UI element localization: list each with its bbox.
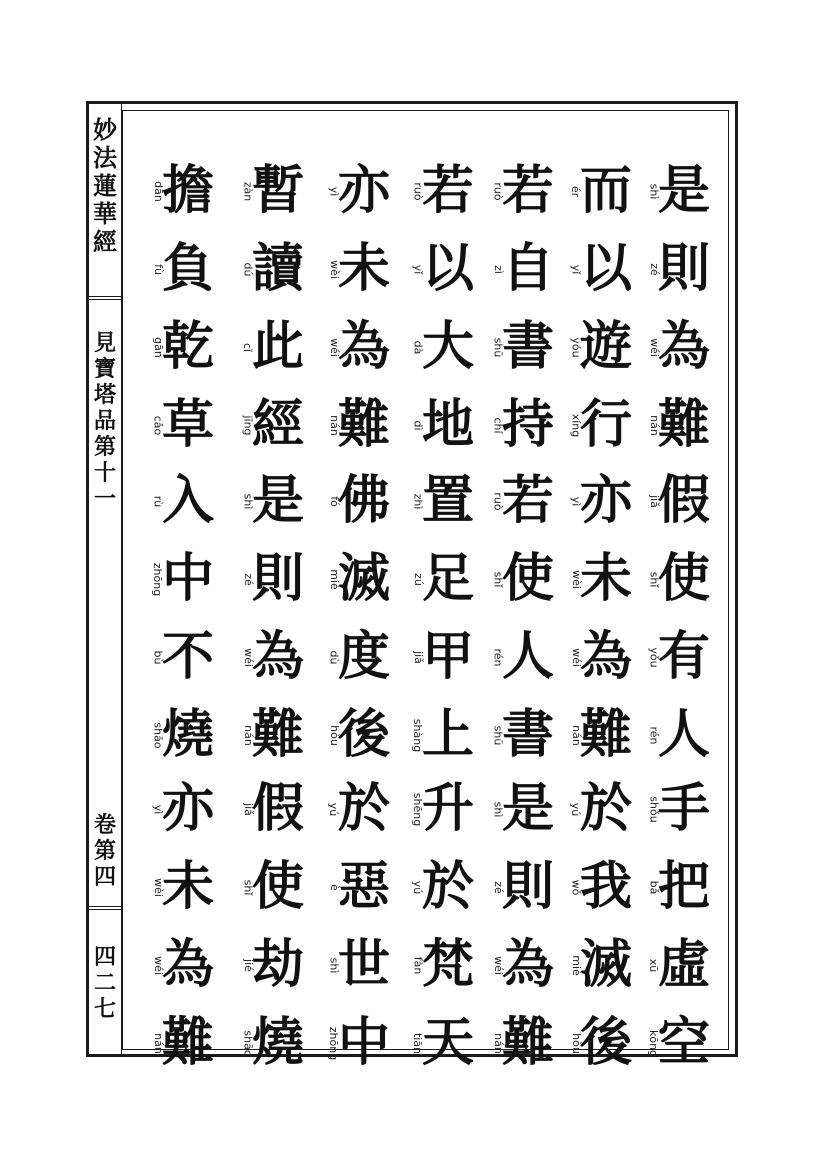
pinyin-text: shāo — [151, 721, 165, 749]
hanzi-character: 後 — [580, 1012, 633, 1073]
character-cell — [241, 540, 305, 617]
pinyin-text: yǐ — [569, 264, 583, 274]
pinyin-text: ruò — [411, 181, 425, 201]
hanzi-character: 地 — [422, 394, 475, 455]
hanzi-character: 行 — [580, 394, 633, 455]
character-cell — [151, 618, 215, 695]
character-cell — [241, 618, 305, 695]
pinyin-text: fàn — [411, 956, 425, 974]
pinyin-text: nán — [327, 414, 341, 436]
chapter-char: 寶 — [93, 356, 116, 382]
hanzi-character: 是 — [252, 470, 305, 531]
character-cell — [151, 926, 215, 1003]
pinyin-text: dì — [411, 419, 425, 431]
hanzi-character: 若 — [422, 160, 475, 221]
character-cell — [647, 386, 711, 463]
character-cell — [491, 848, 555, 925]
character-cell — [327, 540, 391, 617]
pinyin-text: rén — [491, 647, 505, 667]
hanzi-character: 亦 — [338, 160, 391, 221]
character-cell — [491, 618, 555, 695]
pinyin-text: xū — [647, 958, 661, 972]
hanzi-character: 則 — [658, 238, 711, 299]
character-cell — [491, 926, 555, 1003]
pinyin-text: wèi — [327, 259, 341, 279]
character-cell — [647, 618, 711, 695]
pinyin-text: zé — [647, 262, 661, 276]
hanzi-character: 此 — [252, 316, 305, 377]
pinyin-text: wéi — [241, 647, 255, 667]
pinyin-text: kōng — [647, 1029, 661, 1057]
hanzi-character: 若 — [502, 160, 555, 221]
pinyin-text: miè — [327, 568, 341, 590]
hanzi-character: 假 — [252, 778, 305, 839]
hanzi-character: 於 — [338, 778, 391, 839]
hanzi-character: 為 — [252, 626, 305, 687]
pinyin-text: shì — [241, 493, 255, 509]
pinyin-text: yì — [151, 804, 165, 814]
hanzi-character: 惡 — [338, 856, 391, 917]
title-char: 華 — [93, 199, 117, 228]
pinyin-text: rén — [647, 725, 661, 745]
pinyin-text: nán — [569, 724, 583, 746]
character-cell — [569, 926, 633, 1003]
character-cell — [327, 618, 391, 695]
hanzi-character: 燒 — [162, 704, 215, 765]
hanzi-character: 有 — [658, 626, 711, 687]
pinyin-text: zì — [491, 264, 505, 274]
pinyin-text: jīng — [241, 414, 255, 436]
character-cell — [241, 770, 305, 847]
character-cell — [569, 848, 633, 925]
character-cell — [491, 152, 555, 229]
page-number-char: 七 — [93, 996, 116, 1022]
volume-label — [89, 812, 121, 890]
hanzi-character: 大 — [422, 316, 475, 377]
hanzi-character: 亦 — [580, 470, 633, 531]
character-cell — [327, 848, 391, 925]
hanzi-character: 乾 — [162, 316, 215, 377]
character-cell — [411, 152, 475, 229]
hanzi-character: 使 — [502, 548, 555, 609]
character-cell — [327, 1004, 391, 1081]
hanzi-character: 未 — [338, 238, 391, 299]
hanzi-character: 負 — [162, 238, 215, 299]
pinyin-text: yǐ — [411, 264, 425, 274]
pinyin-text: bǎ — [647, 880, 661, 894]
pinyin-text: zhōng — [327, 1026, 341, 1060]
pinyin-text: nán — [491, 1032, 505, 1054]
hanzi-character: 書 — [502, 316, 555, 377]
pinyin-text: jiǎ — [411, 650, 425, 664]
pinyin-text: tiān — [411, 1032, 425, 1054]
hanzi-character: 甲 — [422, 626, 475, 687]
pinyin-text: wéi — [151, 955, 165, 975]
title-char: 妙 — [93, 115, 117, 144]
character-cell — [241, 848, 305, 925]
pinyin-text: wǒ — [569, 879, 583, 895]
hanzi-character: 燒 — [252, 1012, 305, 1073]
pinyin-text: cǎo — [151, 415, 165, 435]
character-cell — [327, 462, 391, 539]
pinyin-text: jié — [241, 958, 255, 972]
chapter-char: 第 — [93, 434, 116, 460]
hanzi-character: 而 — [580, 160, 633, 221]
character-cell — [647, 926, 711, 1003]
volume-char: 四 — [93, 864, 116, 890]
hanzi-character: 暫 — [252, 160, 305, 221]
pinyin-text: shū — [491, 337, 505, 357]
hanzi-character: 滅 — [338, 548, 391, 609]
sidebar-divider-top — [89, 296, 121, 300]
pinyin-text: shǐ — [241, 879, 255, 895]
character-cell — [647, 848, 711, 925]
hanzi-character: 難 — [658, 394, 711, 455]
pinyin-text: dà — [411, 340, 425, 354]
pinyin-text: nán — [241, 724, 255, 746]
hanzi-character: 遊 — [580, 316, 633, 377]
hanzi-character: 上 — [422, 704, 475, 765]
pinyin-text: gān — [151, 336, 165, 358]
hanzi-character: 於 — [580, 778, 633, 839]
character-cell — [569, 696, 633, 773]
hanzi-character: 劫 — [252, 934, 305, 995]
pinyin-text: fù — [151, 263, 165, 275]
hanzi-character: 佛 — [338, 470, 391, 531]
character-cell — [241, 230, 305, 307]
character-cell — [327, 308, 391, 385]
hanzi-character: 擔 — [162, 160, 215, 221]
pinyin-text: miè — [569, 954, 583, 976]
character-cell — [411, 1004, 475, 1081]
character-cell — [411, 386, 475, 463]
pinyin-text: shì — [647, 183, 661, 199]
character-cell — [491, 386, 555, 463]
character-cell — [569, 770, 633, 847]
pinyin-text: cǐ — [241, 342, 255, 352]
pinyin-text: zhōng — [151, 562, 165, 596]
pinyin-text: zhì — [411, 493, 425, 509]
character-cell — [151, 696, 215, 773]
hanzi-character: 人 — [658, 704, 711, 765]
character-cell — [569, 462, 633, 539]
character-cell — [151, 308, 215, 385]
character-cell — [491, 540, 555, 617]
character-cell — [241, 462, 305, 539]
character-cell — [491, 308, 555, 385]
hanzi-character: 中 — [162, 548, 215, 609]
pinyin-text: è — [327, 883, 341, 891]
hanzi-character: 亦 — [162, 778, 215, 839]
hanzi-character: 為 — [580, 626, 633, 687]
hanzi-character: 梵 — [422, 934, 475, 995]
hanzi-character: 難 — [580, 704, 633, 765]
character-cell — [491, 462, 555, 539]
hanzi-character: 是 — [658, 160, 711, 221]
pinyin-text: wéi — [647, 337, 661, 357]
pinyin-text: shì — [491, 801, 505, 817]
hanzi-character: 中 — [338, 1012, 391, 1073]
pinyin-text: ruò — [491, 181, 505, 201]
hanzi-character: 我 — [580, 856, 633, 917]
pinyin-text: hòu — [569, 1032, 583, 1054]
character-cell — [569, 152, 633, 229]
hanzi-character: 難 — [502, 1012, 555, 1073]
hanzi-character: 後 — [338, 704, 391, 765]
character-cell — [569, 540, 633, 617]
hanzi-character: 以 — [580, 238, 633, 299]
hanzi-character: 不 — [162, 626, 215, 687]
hanzi-character: 天 — [422, 1012, 475, 1073]
sutra-title — [89, 116, 121, 256]
volume-char: 卷 — [93, 812, 116, 838]
pinyin-text: shǐ — [491, 571, 505, 587]
character-cell — [241, 926, 305, 1003]
character-cell — [327, 152, 391, 229]
character-cell — [569, 618, 633, 695]
character-cell — [569, 386, 633, 463]
character-cell — [241, 1004, 305, 1081]
character-cell — [411, 926, 475, 1003]
character-cell — [327, 770, 391, 847]
hanzi-character: 持 — [502, 394, 555, 455]
hanzi-character: 是 — [502, 778, 555, 839]
pinyin-text: xíng — [569, 413, 583, 437]
pinyin-text: wéi — [327, 337, 341, 357]
pinyin-text: wèi — [569, 569, 583, 589]
pinyin-text: ér — [569, 185, 583, 197]
character-cell — [647, 696, 711, 773]
character-cell — [151, 848, 215, 925]
character-cell — [411, 462, 475, 539]
hanzi-character: 升 — [422, 778, 475, 839]
character-cell — [241, 152, 305, 229]
page-number — [89, 944, 121, 1022]
hanzi-character: 空 — [658, 1012, 711, 1073]
character-cell — [411, 540, 475, 617]
pinyin-text: wèi — [151, 877, 165, 897]
sidebar-divider-bottom — [89, 906, 121, 910]
pinyin-text: yú — [569, 802, 583, 816]
character-cell — [327, 926, 391, 1003]
hanzi-character: 於 — [422, 856, 475, 917]
chapter-char: 見 — [93, 330, 116, 356]
hanzi-character: 滅 — [580, 934, 633, 995]
hanzi-character: 讀 — [252, 238, 305, 299]
pinyin-text: yú — [411, 880, 425, 894]
hanzi-character: 以 — [422, 238, 475, 299]
chapter-title — [89, 330, 121, 512]
hanzi-character: 世 — [338, 934, 391, 995]
pinyin-text: zàn — [241, 181, 255, 201]
hanzi-character: 則 — [502, 856, 555, 917]
hanzi-character: 難 — [338, 394, 391, 455]
volume-char: 第 — [93, 838, 116, 864]
page-number-char: 二 — [93, 970, 116, 996]
character-cell — [647, 230, 711, 307]
pinyin-text: zé — [241, 572, 255, 586]
character-cell — [647, 1004, 711, 1081]
character-cell — [411, 696, 475, 773]
character-cell — [411, 848, 475, 925]
hanzi-character: 自 — [502, 238, 555, 299]
hanzi-character: 難 — [162, 1012, 215, 1073]
pinyin-text: nán — [647, 414, 661, 436]
pinyin-text: yì — [569, 496, 583, 506]
hanzi-character: 為 — [162, 934, 215, 995]
pinyin-text: shēng — [411, 792, 425, 826]
pinyin-text: hòu — [327, 724, 341, 746]
character-cell — [491, 1004, 555, 1081]
chapter-char: 十 — [93, 460, 116, 486]
pinyin-text: shì — [327, 957, 341, 973]
character-cell — [327, 386, 391, 463]
hanzi-character: 使 — [658, 548, 711, 609]
hanzi-character: 虛 — [658, 934, 711, 995]
pinyin-text: dú — [241, 262, 255, 276]
character-cell — [151, 230, 215, 307]
pinyin-text: jiǎ — [241, 802, 255, 816]
pinyin-text: shǐ — [647, 571, 661, 587]
pinyin-text: jiǎ — [647, 494, 661, 508]
hanzi-character: 未 — [162, 856, 215, 917]
pinyin-text: dān — [151, 180, 165, 202]
character-cell — [151, 462, 215, 539]
character-cell — [569, 308, 633, 385]
hanzi-character: 使 — [252, 856, 305, 917]
hanzi-character: 為 — [502, 934, 555, 995]
character-cell — [491, 770, 555, 847]
pinyin-text: zé — [491, 880, 505, 894]
page-number-char: 四 — [93, 944, 116, 970]
pinyin-text: shǒu — [647, 795, 661, 823]
pinyin-text: yì — [327, 186, 341, 196]
hanzi-character: 足 — [422, 548, 475, 609]
hanzi-character: 未 — [580, 548, 633, 609]
character-cell — [491, 696, 555, 773]
hanzi-character: 置 — [422, 470, 475, 531]
title-char: 蓮 — [93, 171, 117, 200]
pinyin-text: bù — [151, 650, 165, 664]
hanzi-character: 假 — [658, 470, 711, 531]
title-char: 法 — [93, 143, 117, 172]
hanzi-character: 為 — [338, 316, 391, 377]
pinyin-text: chí — [491, 416, 505, 434]
sidebar-rule — [121, 101, 122, 1057]
hanzi-character: 把 — [658, 856, 711, 917]
character-cell — [411, 308, 475, 385]
character-cell — [647, 462, 711, 539]
hanzi-character: 若 — [502, 470, 555, 531]
character-cell — [151, 540, 215, 617]
character-cell — [151, 770, 215, 847]
hanzi-character: 手 — [658, 778, 711, 839]
pinyin-text: shāo — [241, 1029, 255, 1057]
character-cell — [151, 152, 215, 229]
hanzi-character: 度 — [338, 626, 391, 687]
character-cell — [647, 540, 711, 617]
pinyin-text: zú — [411, 572, 425, 586]
character-cell — [327, 696, 391, 773]
character-cell — [647, 308, 711, 385]
pinyin-text: shū — [491, 725, 505, 745]
pinyin-text: fó — [327, 495, 341, 507]
title-char: 經 — [93, 227, 117, 256]
hanzi-character: 則 — [252, 548, 305, 609]
pinyin-text: shàng — [411, 718, 425, 752]
hanzi-character: 經 — [252, 394, 305, 455]
pinyin-text: wéi — [569, 647, 583, 667]
character-cell — [241, 386, 305, 463]
character-cell — [411, 770, 475, 847]
character-cell — [647, 152, 711, 229]
hanzi-character: 入 — [162, 470, 215, 531]
pinyin-text: ruò — [491, 491, 505, 511]
character-cell — [151, 1004, 215, 1081]
pinyin-text: dù — [327, 650, 341, 664]
hanzi-character: 難 — [252, 704, 305, 765]
character-cell — [151, 386, 215, 463]
character-cell — [647, 770, 711, 847]
chapter-char: 塔 — [93, 382, 116, 408]
character-cell — [411, 230, 475, 307]
character-cell — [327, 230, 391, 307]
pinyin-text: wéi — [491, 955, 505, 975]
chapter-char: 品 — [93, 408, 116, 434]
character-cell — [569, 1004, 633, 1081]
hanzi-character: 草 — [162, 394, 215, 455]
character-cell — [569, 230, 633, 307]
character-cell — [241, 308, 305, 385]
chapter-char: 一 — [93, 486, 116, 512]
character-cell — [411, 618, 475, 695]
pinyin-text: yú — [327, 802, 341, 816]
pinyin-text: nán — [151, 1032, 165, 1054]
hanzi-character: 為 — [658, 316, 711, 377]
hanzi-character: 書 — [502, 704, 555, 765]
hanzi-character: 人 — [502, 626, 555, 687]
pinyin-text: yóu — [569, 336, 583, 358]
character-cell — [241, 696, 305, 773]
pinyin-text: yǒu — [647, 646, 661, 668]
character-cell — [491, 230, 555, 307]
pinyin-text: rù — [151, 495, 165, 507]
